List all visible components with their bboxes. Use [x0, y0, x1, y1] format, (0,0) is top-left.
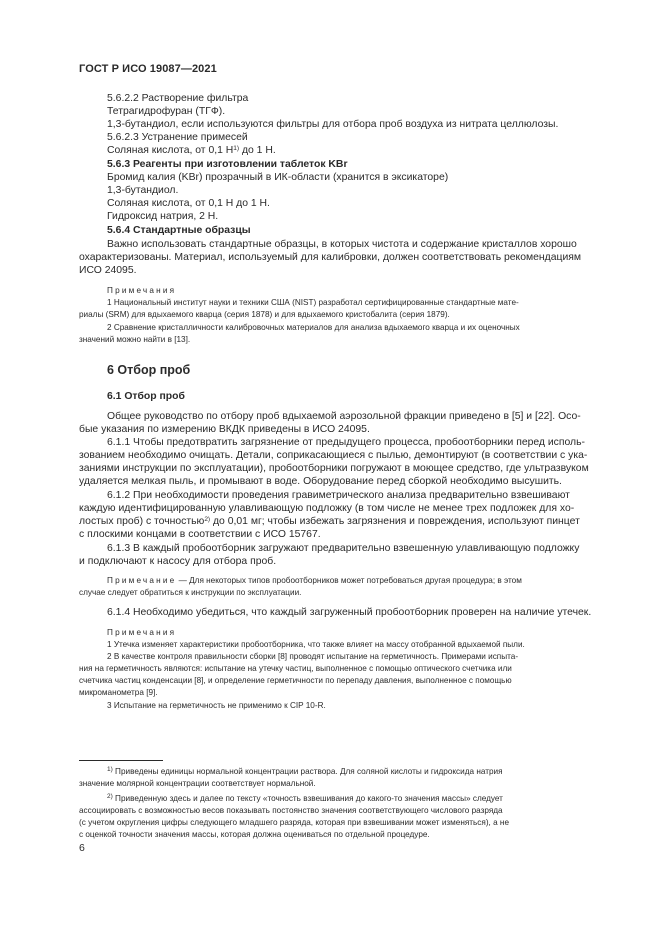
text-line: ИСО 24095.: [79, 265, 137, 276]
footnote-divider: [79, 760, 163, 761]
note-line: 2 В качестве контроля правильности сборки [8] проводят испытание на герметичность. Примерами испыта-: [107, 652, 519, 661]
section-heading-6-1: 6.1 Отбор проб: [107, 391, 185, 402]
footnote-text: Приведены единицы нормальной концентрации раствора. Для соляной кислоты и гидроксида натрия: [112, 767, 503, 776]
note-line: значений можно найти в [13].: [79, 335, 191, 344]
note-line: 1 Утечка изменяет характеристики пробоотборника, что также влияет на массу отобранной вдыхаемой пыли.: [107, 640, 525, 649]
note-line: случае следует обратиться к инструкции по эксплуатации.: [79, 588, 302, 597]
text-fragment: до 0,01 мг; чтобы избежать загрязнения и повреждения, используют пинцет: [210, 516, 580, 527]
note-line: 1 Национальный институт науки и техники США (NIST) разработал сертифицированные стандартные мате-: [107, 298, 519, 307]
text-line: заниями инструкции по эксплуатации), пробоотборники погружают в моющее средство, где ультразвуком: [79, 463, 589, 474]
note-line: микроманометра [9].: [79, 688, 158, 697]
footnote-text: Приведенную здесь и далее по тексту «точность взвешивания до какого-то значения массы» следует: [112, 794, 503, 803]
section-heading-5-6-3: 5.6.3 Реагенты при изготовлении таблеток KBr: [107, 159, 348, 170]
note-line: [107, 575, 522, 586]
footnote-ref: 1): [233, 145, 240, 152]
subsection-heading: 5.6.2.3 Устранение примесей: [107, 132, 248, 143]
text-line: 6.1.2 При необходимости проведения гравиметрического анализа предварительно взвешивают: [107, 490, 570, 501]
footnote-line: с оценкой точности значения массы, которая должна оцениваться по отдельной процедуре.: [79, 830, 430, 839]
footnote-marker: 2): [107, 793, 113, 800]
text-line: 6.1.1 Чтобы предотвратить загрязнение от предыдущего процесса, пробоотборники перед исполь-: [107, 437, 585, 448]
document-header: ГОСТ Р ИСО 19087—2021: [79, 63, 217, 75]
text-line: Бромид калия (KBr) прозрачный в ИК-области (хранится в эксикаторе): [107, 172, 449, 183]
text-line: бые указания по измерению ВКДК приведены в ИСО 24095.: [79, 424, 370, 435]
footnote-line: ассоциировать с возможностью весов показывать постоянство значения соответствующего числового разряда: [79, 806, 503, 815]
section-heading-6: 6 Отбор проб: [107, 363, 191, 377]
text-fragment: Соляная кислота, от 0,1 Н: [107, 145, 234, 156]
text-fragment: лостых проб) с точностью: [79, 516, 205, 527]
text-line: удаляется мелкая пыль, и промывают в воде. Оборудование перед сборкой необходимо высушить.: [79, 476, 562, 487]
note-line: 3 Испытание на герметичность не применимо к CIP 10-R.: [107, 701, 326, 710]
text-line: Общее руководство по отбору проб вдыхаемой аэрозольной фракции приведено в [5] и [22]. Осо-: [107, 411, 581, 422]
text-line: и подключают к насосу для отбора проб.: [79, 556, 277, 567]
footnote-line: [107, 793, 503, 804]
text-line: 1,3-бутандиол, если используются фильтры для отбора проб воздуха из нитрата целлюлозы.: [107, 119, 559, 130]
text-line: Важно использовать стандартные образцы, в которых чистота и содержание кристаллов хорошо: [107, 239, 577, 250]
note-line: 2 Сравнение кристалличности калибровочных материалов для анализа вдыхаемого кварца и их оценочных: [107, 323, 520, 332]
text-line: 6.1.3 В каждый пробоотборник загружают предварительно взвешенную улавливающую подложку: [107, 543, 580, 554]
note-line: риалы (SRM) для вдыхаемого кварца (серия 1878) и для вдыхаемого кристобалита (серия 1879).: [79, 310, 450, 319]
footnote-line: (с учетом округления цифры следующего младшего разряда, которая при взвешивании может изменяться), а не: [79, 818, 510, 827]
footnote-line: [107, 766, 503, 777]
text-line: 1,3-бутандиол.: [107, 185, 179, 196]
notes-heading: Примечания: [107, 628, 177, 637]
text-line: [107, 144, 276, 157]
text-line: каждую идентифицированную улавливающую подложку (в том числе не менее трех подложек для хо-: [79, 503, 575, 514]
text-fragment: до 1 Н.: [239, 145, 276, 156]
section-heading-5-6-4: 5.6.4 Стандартные образцы: [107, 225, 251, 236]
note-line: счетчика частиц конденсации [8], и определение герметичности по перепаду давления, выполненное с помощью: [79, 676, 512, 685]
footnote-line: значение молярной концентрации соответствует нормальной.: [79, 779, 316, 788]
footnote-marker: 1): [107, 766, 113, 773]
subsection-heading: 5.6.2.2 Растворение фильтра: [107, 93, 249, 104]
footnote-ref: 2): [204, 516, 211, 523]
text-line: Гидроксид натрия, 2 Н.: [107, 211, 219, 222]
page-number: 6: [79, 842, 85, 854]
text-line: Тетрагидрофуран (ТГФ).: [107, 106, 226, 117]
note-line: ния на герметичность являются: испытание на утечку частиц, выполненное с помощью оптического счетчика или: [79, 664, 512, 673]
text-line: зованием необходимо очищать. Детали, соприкасающиеся с пылью, демонтируют (в соответствии с ука-: [79, 450, 588, 461]
text-line: охарактеризованы. Материал, используемый для калибровки, должен соответствовать рекомендациям: [79, 252, 582, 263]
text-line: 6.1.4 Необходимо убедиться, что каждый загруженный пробоотборник проверен на наличие утечек.: [107, 607, 592, 618]
text-line: [79, 515, 580, 528]
text-line: Соляная кислота, от 0,1 Н до 1 Н.: [107, 198, 270, 209]
notes-heading: Примечания: [107, 286, 177, 295]
note-text: — Для некоторых типов пробоотборников может потребоваться другая процедура; в этом: [176, 576, 522, 585]
note-label: Примечание: [107, 576, 177, 585]
text-line: с плоскими концами в соответствии с ИСО 15767.: [79, 529, 321, 540]
